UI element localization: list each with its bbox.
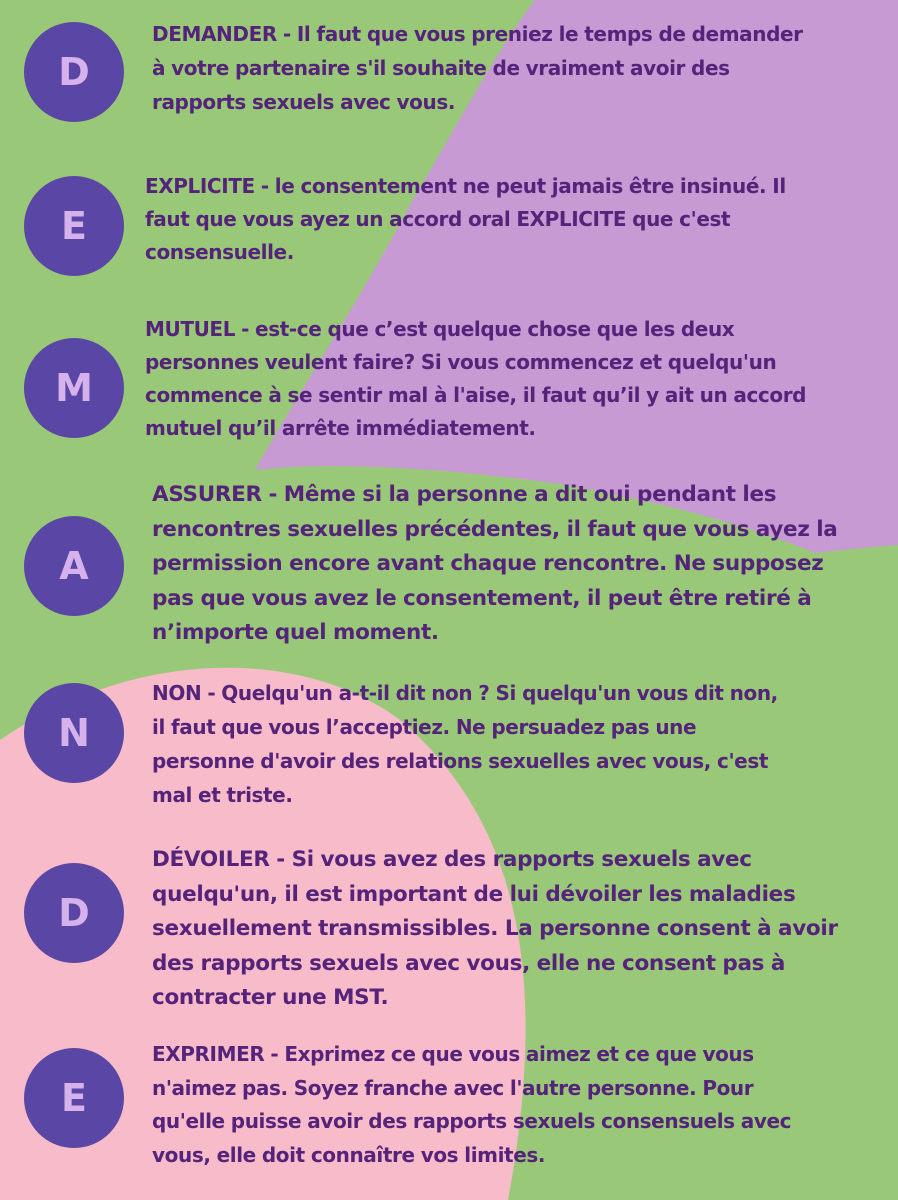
text-line: sexuellement transmissibles. La personne consent à avoir	[152, 916, 838, 941]
text-line: faut que vous ayez un accord oral EXPLICITE que c'est	[145, 207, 731, 231]
item-description	[152, 17, 803, 119]
item-description	[145, 313, 806, 445]
text-line: quelqu'un, il est important de lui dévoiler les maladies	[152, 881, 796, 907]
text-line: ASSURER - Même si la personne a dit oui pendant les	[152, 482, 777, 507]
text-line: EXPLICITE - le consentement ne peut jamais être insinué. Il	[145, 174, 786, 198]
text-line: personne d'avoir des relations sexuelles avec vous, c'est	[152, 749, 768, 773]
letter-badge	[24, 338, 124, 438]
text-line: vous, elle doit connaître vos limites.	[152, 1142, 546, 1167]
text-line: DÉVOILER - Si vous avez des rapports sexuels avec	[152, 847, 752, 872]
text-line: n’importe quel moment.	[152, 620, 439, 645]
item-description	[152, 478, 838, 651]
letter-badge	[24, 683, 124, 783]
badge-letter: D	[58, 891, 90, 935]
text-line: permission encore avant chaque rencontre. Ne supposez	[152, 551, 824, 576]
text-line: qu'elle puisse avoir des rapports sexuels consensuels avec	[152, 1109, 792, 1133]
letter-badge	[24, 22, 124, 122]
text-line: NON - Quelqu'un a-t-il dit non ? Si quelqu'un vous dit non,	[152, 681, 778, 705]
badge-letter: D	[58, 50, 90, 94]
item-description	[152, 676, 778, 812]
text-line: DEMANDER - Il faut que vous preniez le temps de demander	[152, 22, 803, 46]
text-line: rencontres sexuelles précédentes, il faut que vous ayez la	[152, 516, 838, 542]
item-description	[152, 843, 838, 1016]
item-description	[145, 170, 786, 269]
text-line: commence à se sentir mal à l'aise, il faut qu’il y ait un accord	[145, 383, 807, 407]
badge-letter: A	[59, 544, 89, 588]
text-line: à votre partenaire s'il souhaite de vraiment avoir des	[152, 56, 730, 80]
text-line: mutuel qu’il arrête immédiatement.	[145, 416, 536, 440]
text-line: MUTUEL - est-ce que c’est quelque chose que les deux	[145, 317, 735, 341]
text-line: pas que vous avez le consentement, il peut être retiré à	[152, 585, 812, 611]
text-line: mal et triste.	[152, 783, 293, 807]
text-line: rapports sexuels avec vous.	[152, 90, 456, 114]
badge-letter: N	[58, 711, 90, 755]
text-line: contracter une MST.	[152, 985, 389, 1010]
letter-badge	[24, 1048, 124, 1148]
badge-letter: E	[61, 204, 87, 248]
badge-letter: M	[55, 366, 93, 410]
text-line: consensuelle.	[145, 240, 294, 264]
text-line: personnes veulent faire? Si vous commencez et quelqu'un	[145, 350, 777, 374]
text-line: n'aimez pas. Soyez franche avec l'autre personne. Pour	[152, 1075, 754, 1100]
text-line: il faut que vous l’acceptiez. Ne persuadez pas une	[152, 715, 697, 739]
text-line: des rapports sexuels avec vous, elle ne consent pas à	[152, 950, 786, 976]
item-description	[152, 1038, 791, 1172]
text-line: EXPRIMER - Exprimez ce que vous aimez et ce que vous	[152, 1042, 754, 1066]
letter-badge	[24, 863, 124, 963]
letter-badge	[24, 516, 124, 616]
badge-letter: E	[61, 1076, 87, 1120]
letter-badge	[24, 176, 124, 276]
